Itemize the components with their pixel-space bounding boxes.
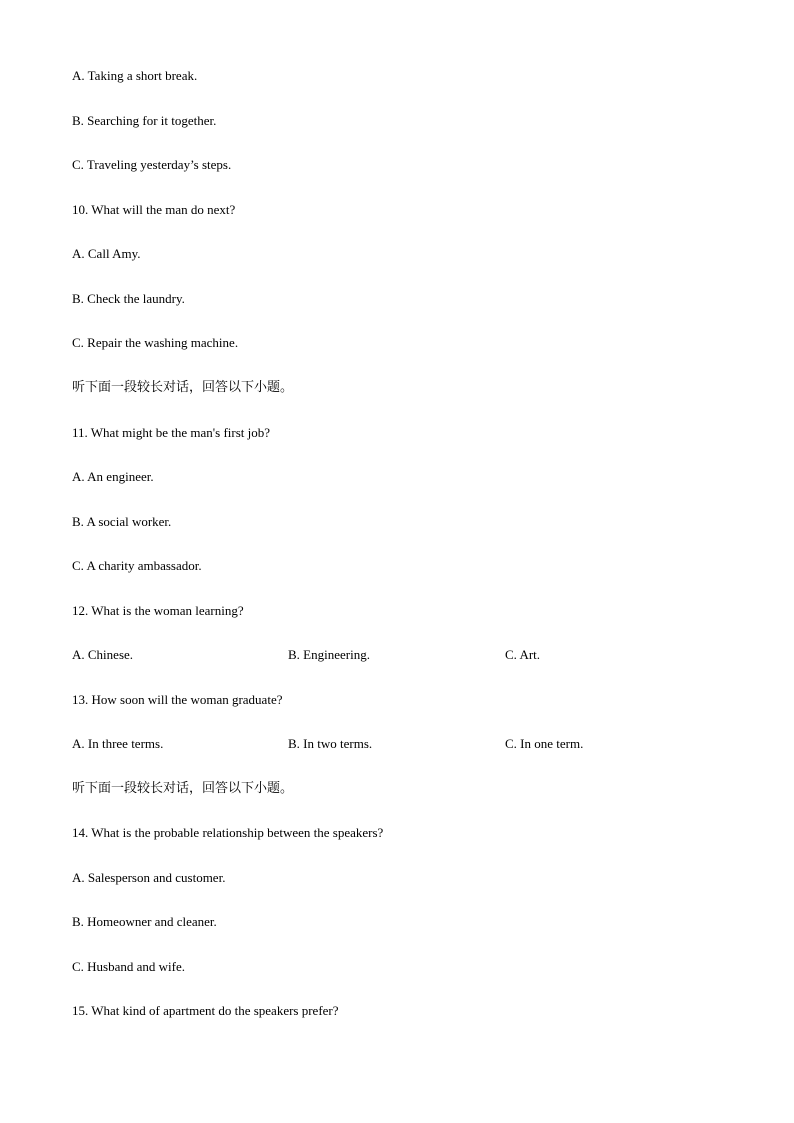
q14-option-c: C. Husband and wife.	[72, 959, 186, 974]
q12-options-row	[0, 647, 794, 663]
q9-option-a: A. Taking a short break.	[72, 68, 198, 83]
q10-option-a: A. Call Amy.	[72, 246, 141, 261]
q14-option-b: B. Homeowner and cleaner.	[72, 914, 217, 929]
q12-option-a: A. Chinese.	[72, 647, 134, 662]
q11-question: 11. What might be the man's first job?	[72, 425, 271, 440]
q12-option-c: C. Art.	[505, 647, 541, 662]
q13-options-row	[0, 736, 794, 752]
q15-question: 15. What kind of apartment do the speakers prefer?	[72, 1003, 339, 1018]
q13-option-c: C. In one term.	[505, 736, 584, 751]
section-header-1: 听下面一段较长对话，回答以下小题。	[72, 380, 294, 395]
q12-option-b: B. Engineering.	[288, 647, 370, 662]
q10-option-c: C. Repair the washing machine.	[72, 335, 239, 350]
q11-option-a: A. An engineer.	[72, 469, 154, 484]
q10-question: 10. What will the man do next?	[72, 202, 236, 217]
section-header-2: 听下面一段较长对话，回答以下小题。	[72, 781, 294, 796]
q13-question: 13. How soon will the woman graduate?	[72, 692, 283, 707]
q9-option-c: C. Traveling yesterday’s steps.	[72, 157, 232, 172]
q14-option-a: A. Salesperson and customer.	[72, 870, 226, 885]
q13-option-a: A. In three terms.	[72, 736, 164, 751]
q10-option-b: B. Check the laundry.	[72, 291, 185, 306]
q13-option-b: B. In two terms.	[288, 736, 373, 751]
q14-question: 14. What is the probable relationship between the speakers?	[72, 825, 384, 840]
q9-option-b: B. Searching for it together.	[72, 113, 217, 128]
q11-option-b: B. A social worker.	[72, 514, 172, 529]
q11-option-c: C. A charity ambassador.	[72, 558, 202, 573]
q12-question: 12. What is the woman learning?	[72, 603, 244, 618]
